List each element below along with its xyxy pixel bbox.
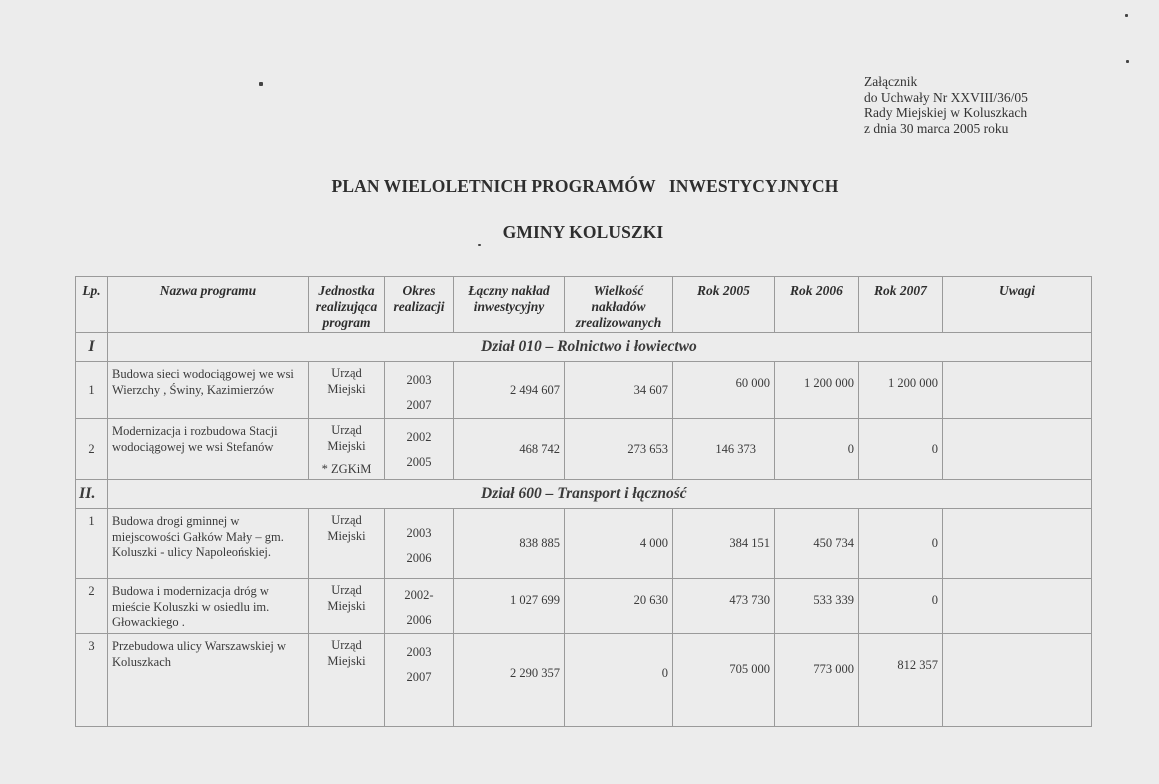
notes (943, 362, 1092, 419)
outlay-2006: 773 000 (775, 634, 859, 727)
outlay-2005: 60 000 (673, 362, 775, 419)
header-notes: Uwagi (943, 277, 1092, 333)
table-row (76, 634, 1092, 727)
period-start: 2003 (406, 526, 432, 540)
unit-text: Urząd Miejski (327, 423, 366, 453)
annex-line: do Uchwały Nr XXVIII/36/05 (864, 89, 1028, 105)
scan-speck (478, 244, 481, 246)
section-number: I (76, 333, 108, 362)
section-label: Dział 010 – Rolnictwo i łowiectwo (108, 333, 1092, 362)
period-start: 2002- (404, 588, 434, 602)
total-outlay: 1 027 699 (454, 579, 565, 634)
outlay-2006: 0 (775, 419, 859, 480)
row-lp: 1 (76, 362, 108, 419)
row-lp: 2 (76, 579, 108, 634)
document-title: PLAN WIELOLETNICH PROGRAMÓW INWESTYCYJNYCH (331, 176, 839, 196)
header-2007: Rok 2007 (859, 277, 943, 333)
annex-line: z dnia 30 marca 2005 roku (864, 120, 1009, 136)
implementing-unit (309, 419, 385, 480)
header-lp: Lp. (76, 277, 108, 333)
period-end: 2006 (406, 551, 432, 565)
row-lp: 3 (76, 634, 108, 727)
program-name: Budowa sieci wodociągowej we wsi Wierzchy , Świny, Kazimierzów (108, 362, 309, 419)
unit-text: Urząd Miejski (327, 638, 366, 668)
realized-outlay: 0 (565, 634, 673, 727)
outlay-2007: 0 (859, 419, 943, 480)
period-start: 2002 (406, 430, 432, 444)
annex-note (864, 74, 1028, 136)
implementing-unit (309, 634, 385, 727)
period (385, 419, 454, 480)
section-row (76, 480, 1092, 509)
scan-speck (1125, 14, 1128, 17)
outlay-2007: 0 (859, 509, 943, 579)
period (385, 579, 454, 634)
table-row (76, 509, 1092, 579)
realized-outlay: 4 000 (565, 509, 673, 579)
outlay-2005: 384 151 (673, 509, 775, 579)
implementing-unit (309, 509, 385, 579)
total-outlay: 2 290 357 (454, 634, 565, 727)
notes (943, 579, 1092, 634)
section-row (76, 333, 1092, 362)
period-start: 2003 (406, 645, 432, 659)
period (385, 509, 454, 579)
annex-line: Załącznik (864, 74, 918, 89)
total-outlay: 838 885 (454, 509, 565, 579)
period (385, 634, 454, 727)
program-name: Budowa i modernizacja dróg w mieście Koluszki w osiedlu im. Głowackiego . (108, 579, 309, 634)
section-number: II. (76, 480, 108, 509)
outlay-2007: 812 357 (859, 634, 943, 727)
header-realized: Wielkość nakładów zrealizowanych (565, 277, 673, 333)
section-label: Dział 600 – Transport i łączność (108, 480, 1092, 509)
table-row (76, 362, 1092, 419)
header-period: Okres realizacji (385, 277, 454, 333)
table-row (76, 419, 1092, 480)
scan-speck (1126, 60, 1129, 63)
realized-outlay: 273 653 (565, 419, 673, 480)
outlay-2005: 705 000 (673, 634, 775, 727)
outlay-2006: 450 734 (775, 509, 859, 579)
document-subtitle: GMINY KOLUSZKI (502, 222, 664, 242)
outlay-2005: 473 730 (673, 579, 775, 634)
unit-text: Urząd Miejski (327, 583, 366, 613)
realized-outlay: 34 607 (565, 362, 673, 419)
notes (943, 419, 1092, 480)
investment-plan-table (75, 276, 1092, 727)
program-name: Modernizacja i rozbudowa Stacji wodociągowej we wsi Stefanów (108, 419, 309, 480)
period-end: 2005 (406, 455, 432, 469)
header-total: Łączny nakład inwestycyjny (454, 277, 565, 333)
implementing-unit (309, 579, 385, 634)
outlay-2006: 1 200 000 (775, 362, 859, 419)
outlay-2007: 0 (859, 579, 943, 634)
notes (943, 634, 1092, 727)
header-unit: Jednostka realizująca program (309, 277, 385, 333)
period-end: 2007 (406, 398, 432, 412)
header-2006: Rok 2006 (775, 277, 859, 333)
unit-text: Urząd Miejski (327, 366, 366, 396)
outlay-2006: 533 339 (775, 579, 859, 634)
table-row (76, 579, 1092, 634)
table-header-row (76, 277, 1092, 333)
period-end: 2007 (406, 670, 432, 684)
row-lp: 1 (76, 509, 108, 579)
unit-text: Urząd Miejski (327, 513, 366, 543)
period-end: 2006 (406, 613, 432, 627)
outlay-2007: 1 200 000 (859, 362, 943, 419)
scan-speck (259, 82, 263, 86)
period (385, 362, 454, 419)
row-lp: 2 (76, 419, 108, 480)
header-2005: Rok 2005 (673, 277, 775, 333)
notes (943, 509, 1092, 579)
total-outlay: 468 742 (454, 419, 565, 480)
outlay-2005: 146 373 (673, 419, 775, 480)
program-name: Przebudowa ulicy Warszawskiej w Koluszkach (108, 634, 309, 727)
implementing-unit (309, 362, 385, 419)
total-outlay: 2 494 607 (454, 362, 565, 419)
program-name: Budowa drogi gminnej w miejscowości Gałków Mały – gm. Koluszki - ulicy Napoleońskiej. (108, 509, 309, 579)
header-name: Nazwa programu (108, 277, 309, 333)
annex-line: Rady Miejskiej w Koluszkach (864, 105, 1028, 120)
period-start: 2003 (406, 373, 432, 387)
realized-outlay: 20 630 (565, 579, 673, 634)
unit-note: * ZGKiM (321, 462, 372, 476)
